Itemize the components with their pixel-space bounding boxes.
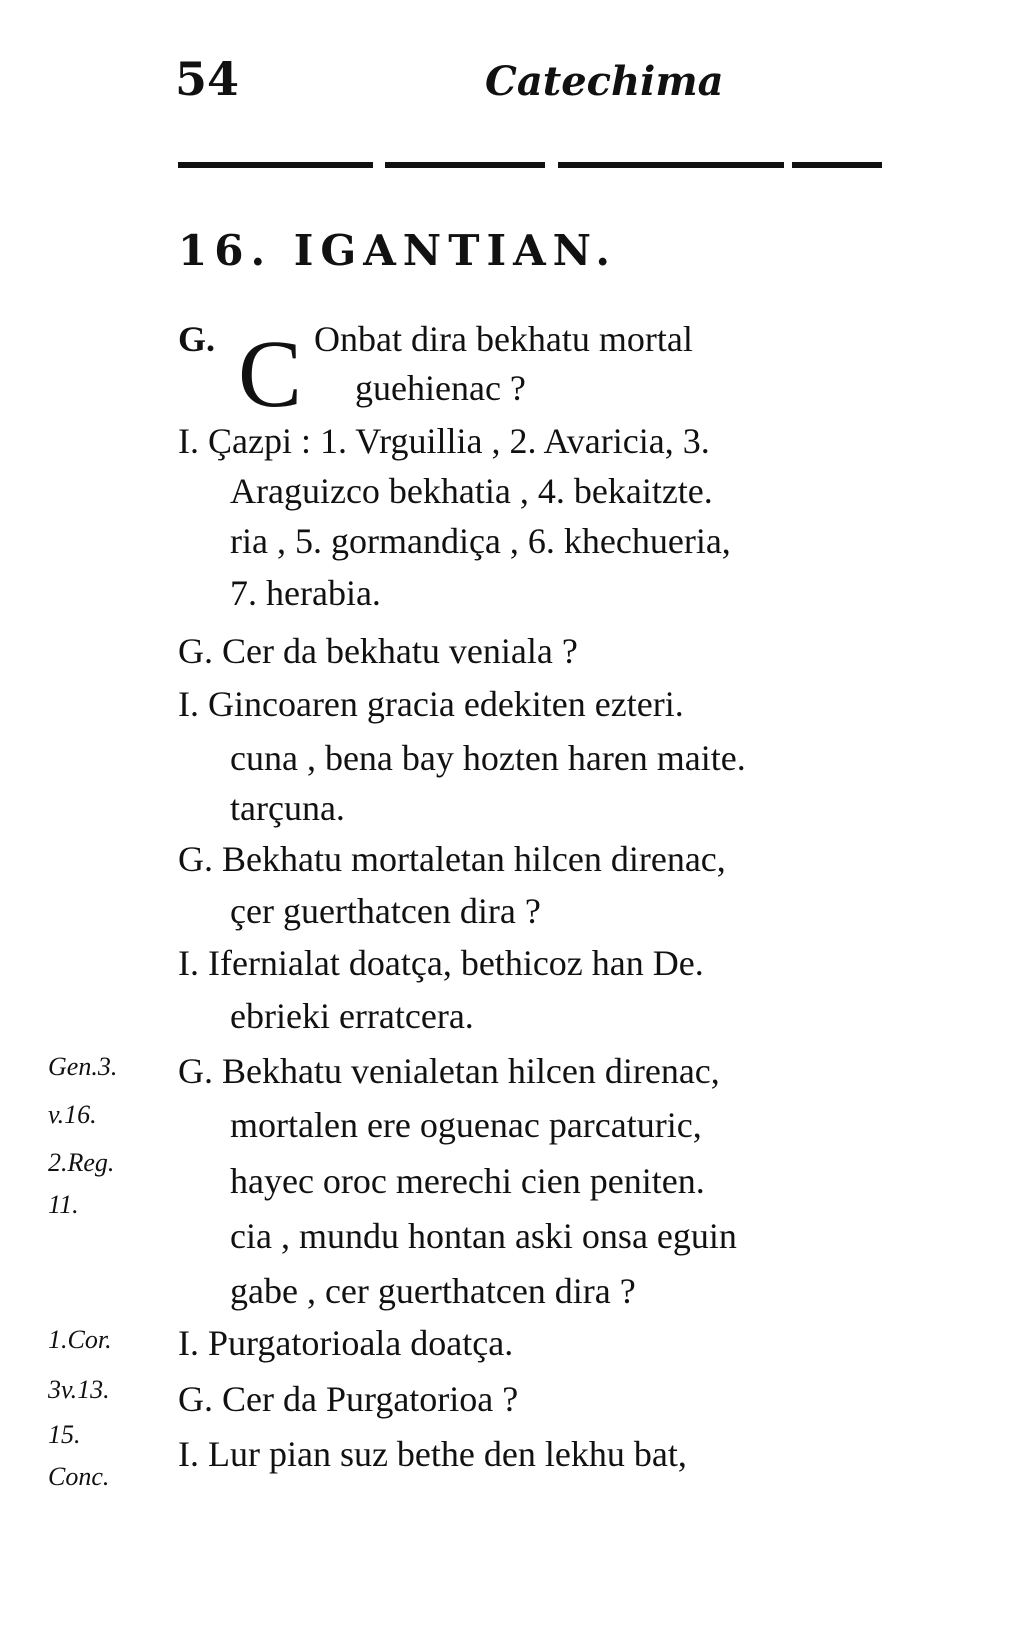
text-line: I. Gincoaren gracia edekiten ezteri. (178, 684, 684, 724)
margin-note: 1.Cor. (48, 1325, 112, 1354)
text-line: G. Bekhatu mortaletan hilcen direnac, (178, 839, 726, 879)
margin-note: v.16. (48, 1100, 97, 1129)
margin-note: 11. (48, 1190, 79, 1219)
text-line: I. Purgatorioala doatça. (178, 1323, 514, 1363)
text-line: I. Çazpi : 1. Vrguillia , 2. Avaricia, 3. (178, 421, 710, 461)
text-line: I. Lur pian suz bethe den lekhu bat, (178, 1434, 687, 1474)
text-line: Onbat dira bekhatu mortal (314, 319, 693, 359)
section-heading (178, 226, 617, 275)
header-rule-segment (792, 162, 882, 168)
text-line: ria , 5. gormandiça , 6. khechueria, (230, 521, 731, 561)
margin-note: Gen.3. (48, 1052, 118, 1081)
text-line: guehienac ? (355, 368, 526, 408)
header-rule-segment (385, 162, 545, 168)
text-line: G. Cer da bekhatu veniala ? (178, 631, 578, 671)
speaker-label: G. (178, 319, 216, 359)
section-title: IGANTIAN. (293, 226, 618, 275)
section-number: 16. (178, 226, 273, 275)
running-title: Catechima (485, 58, 724, 105)
text-line: çer guerthatcen dira ? (230, 891, 541, 931)
text-line: 7. herabia. (230, 573, 381, 613)
margin-note: Conc. (48, 1462, 110, 1491)
text-line: mortalen ere oguenac parcaturic, (230, 1105, 702, 1145)
text-line: tarçuna. (230, 788, 345, 828)
margin-note: 2.Reg. (48, 1148, 115, 1177)
text-line: gabe , cer guerthatcen dira ? (230, 1271, 636, 1311)
text-line: G. Bekhatu venialetan hilcen direnac, (178, 1051, 720, 1091)
text-line: G. Cer da Purgatorioa ? (178, 1379, 519, 1419)
margin-note: 3v.13. (48, 1375, 110, 1404)
text-line: Araguizco bekhatia , 4. bekaitzte. (230, 471, 713, 511)
page-number: 54 (175, 52, 240, 106)
text-line: hayec oroc merechi cien peniten. (230, 1161, 705, 1201)
text-line: cia , mundu hontan aski onsa eguin (230, 1216, 737, 1256)
text-line: I. Ifernialat doatça, bethicoz han De. (178, 943, 704, 983)
text-line: cuna , bena bay hozten haren maite. (230, 738, 746, 778)
header-rule-segment (178, 162, 373, 168)
drop-capital: C (238, 320, 303, 427)
margin-note: 15. (48, 1420, 81, 1449)
header-rule-segment (558, 162, 784, 168)
text-line: ebrieki erratcera. (230, 996, 474, 1036)
